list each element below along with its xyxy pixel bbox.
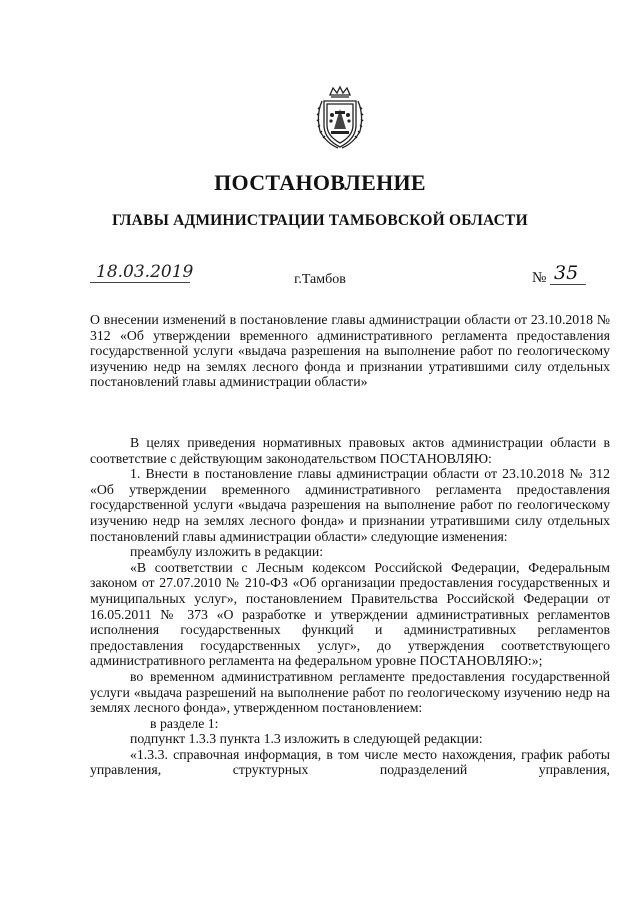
document-city: г.Тамбов [294,272,346,287]
number-underline [550,284,586,285]
document-number: 35 [554,262,579,284]
document-subtitle: ГЛАВЫ АДМИНИСТРАЦИИ ТАМБОВСКОЙ ОБЛАСТИ [112,212,528,229]
paragraph: В целях приведения нормативных правовых актов администрации области в соответствие с действующим законодательством ПОСТАНОВЛЯЮ: [90,435,610,466]
paragraph: во временном административном регламенте предоставления государственной услуги «выдача разрешений на выполнение работ по геологическому изучению недр на землях лесного фонда», утвержденном постановлением: [90,668,610,716]
paragraph: «В соответствии с Лесным кодексом Российской Федерации, Федеральным законом от 27.07.2010 № 210-ФЗ «Об организации предоставления государственных и муниципальных услуг», постановлением Правительства Российской Федерации от 16.05.2011 № 373 «О разработке и утверждении административных регламентов исполнения государственных функций и административных регламентов предоставления государственных услуг», до утверждения соответствующего административного регламента на федеральном уровне ПОСТАНОВЛЯЮ:»; [90,559,610,669]
document-date: 18.03.2019 [96,262,194,282]
paragraph: «1.3.3. справочная информация, в том числе место нахождения, график работы управления, структурных подразделений управления, [90,746,610,778]
document-summary: О внесении изменений в постановление главы администрации области от 23.10.2018 № 312 «Об утверждении временного административного регламента предоставления государственной услуги «выдача разрешения на выполнение работ по геологическому изучению недр на землях лесного фонда и признании утратившими силу отдельных постановлений главы администрации области» [90,312,610,390]
paragraph: 1. Внести в постановление главы администрации области от 23.10.2018 № 312 «Об утверждении временного административного регламента предоставления государственной услуги «выдача разрешения на выполнение работ по геологическому изучению недр на землях лесного фонда» и признании утратившими силу отдельных постановлений главы администрации области» следующие изменения: [90,466,610,544]
paragraph: подпункт 1.3.3 пункта 1.3 изложить в следующей редакции: [130,731,483,747]
paragraph: преамбулу изложить в редакции: [130,544,324,560]
document-body [90,435,610,778]
document-title: ПОСТАНОВЛЕНИЕ [214,170,426,195]
document-number-label: № [532,270,547,286]
coat-of-arms-icon [314,85,366,151]
paragraph: в разделе 1: [150,715,219,731]
